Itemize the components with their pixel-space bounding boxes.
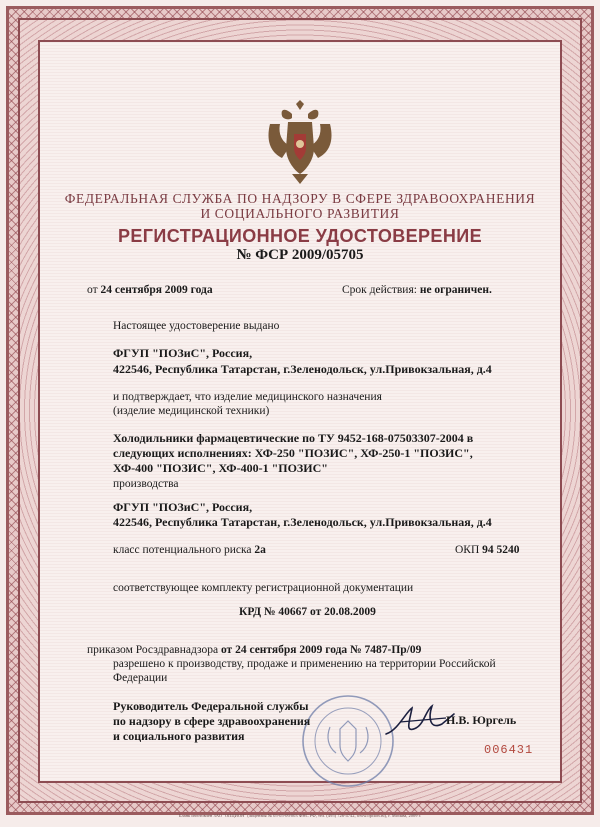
signer-position-line2: по надзору в сфере здравоохранения (113, 714, 311, 728)
okp-value: 94 5240 (482, 544, 520, 556)
holder-name: ФГУП "ПОЗиС", Россия, (113, 346, 253, 360)
serial-number: 006431 (484, 743, 534, 757)
issue-date: 24 сентября 2009 года (100, 284, 213, 296)
agency-name-line2: И СОЦИАЛЬНОГО РАЗВИТИЯ (200, 206, 400, 221)
issued-to-label: Настоящее удостоверение выдано (113, 320, 280, 332)
risk-class-value: 2а (254, 544, 266, 556)
product-line2: следующих исполнениях: ХФ-250 "ПОЗИС", ХФ-250-1 "ПОЗИС", (113, 446, 473, 460)
order-line (87, 643, 421, 657)
holder-address: 422546, Республика Татарстан, г.Зеленодольск, ул.Привокзальная, д.4 (113, 362, 492, 376)
confirms-line2: (изделие медицинской техники) (113, 405, 270, 417)
okp-label: ОКП (455, 544, 480, 556)
risk-class-label: класс потенциального риска (113, 544, 252, 556)
registration-number: № ФСР 2009/05705 (236, 247, 364, 263)
validity-line (342, 283, 492, 297)
validity-value: не ограничен. (419, 284, 492, 296)
signer-position-line1: Руководитель Федеральной службы (113, 699, 309, 713)
okp-line (455, 543, 520, 557)
manufacturer-name: ФГУП "ПОЗиС", Россия, (113, 500, 253, 514)
permit-line2: Федерации (113, 672, 168, 684)
agency-name-line1: ФЕДЕРАЛЬНАЯ СЛУЖБА ПО НАДЗОРУ В СФЕРЕ ЗДРАВООХРАНЕНИЯ (64, 191, 536, 206)
document-title: РЕГИСТРАЦИОННОЕ УДОСТОВЕРЕНИЕ (118, 226, 482, 246)
printer-imprint: Бланк изготовлен ЗАО "ОПЦИОН" (лицензия № 05-05-09/003 ФНС РФ, тел. (495) 726-4742, www.opcion.ru), г. Москва, 2009 г. (178, 813, 422, 818)
coat-of-arms-emblem (262, 100, 338, 186)
krd-number: КРД № 40667 от 20.08.2009 (239, 606, 376, 618)
product-line3: ХФ-400 "ПОЗИС", ХФ-400-1 "ПОЗИС" (113, 461, 328, 475)
issue-date-line (87, 283, 213, 297)
issue-date-prefix: от (87, 284, 98, 296)
signer-position-line3: и социального развития (113, 729, 245, 743)
production-label: производства (113, 478, 179, 490)
validity-label: Срок действия: (342, 284, 417, 296)
manufacturer-address: 422546, Республика Татарстан, г.Зеленодольск, ул.Привокзальная, д.4 (113, 515, 492, 529)
signer-name: Н.В. Юргель (446, 713, 517, 727)
documentation-line: соответствующее комплекту регистрационной документации (113, 582, 414, 594)
confirms-line1: и подтверждает, что изделие медицинского назначения (113, 391, 382, 403)
risk-class-line (113, 543, 266, 557)
order-value: от 24 сентября 2009 года № 7487-Пр/09 (220, 644, 422, 656)
permit-line1: разрешено к производству, продаже и применению на территории Российской (113, 658, 496, 670)
product-line1: Холодильники фармацевтические по ТУ 9452-168-07503307-2004 в (113, 431, 474, 445)
order-prefix: приказом Росздравнадзора (87, 644, 219, 656)
